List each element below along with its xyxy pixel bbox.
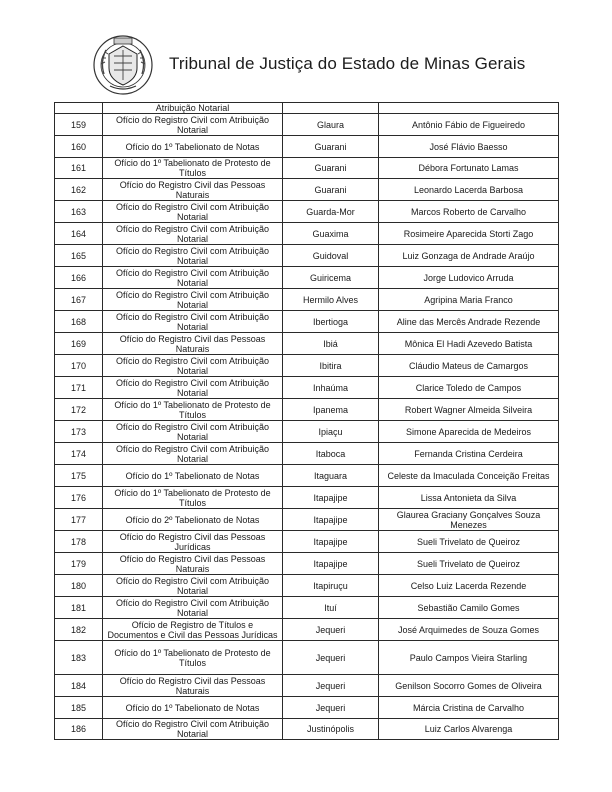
holder-name-cell: Clarice Toledo de Campos: [379, 377, 559, 399]
row-number-cell: 178: [55, 531, 103, 553]
city-cell: Guarani: [283, 179, 379, 201]
table-row: [55, 377, 559, 399]
row-number-cell: [55, 103, 103, 114]
row-number-cell: 181: [55, 597, 103, 619]
row-number-cell: 179: [55, 553, 103, 575]
table-row: [55, 641, 559, 675]
holder-name-cell: Márcia Cristina de Carvalho: [379, 697, 559, 719]
table-row: [55, 575, 559, 597]
holder-name-cell: José Arquimedes de Souza Gomes: [379, 619, 559, 641]
row-number-cell: 172: [55, 399, 103, 421]
row-number-cell: 160: [55, 136, 103, 158]
holder-name-cell: Marcos Roberto de Carvalho: [379, 201, 559, 223]
holder-name-cell: Cláudio Mateus de Camargos: [379, 355, 559, 377]
city-cell: Jequeri: [283, 641, 379, 675]
table-row: [55, 719, 559, 740]
city-cell: Glaura: [283, 114, 379, 136]
table-row: [55, 421, 559, 443]
holder-name-cell: Robert Wagner Almeida Silveira: [379, 399, 559, 421]
city-cell: Guidoval: [283, 245, 379, 267]
office-cell: Ofício do Registro Civil com Atribuição Notarial: [103, 201, 283, 223]
row-number-cell: 186: [55, 719, 103, 740]
holder-name-cell: Luiz Gonzaga de Andrade Araújo: [379, 245, 559, 267]
city-cell: Itaboca: [283, 443, 379, 465]
holder-name-cell: Sebastião Camilo Gomes: [379, 597, 559, 619]
row-number-cell: 175: [55, 465, 103, 487]
city-cell: Guarani: [283, 136, 379, 158]
office-cell: Ofício do Registro Civil com Atribuição Notarial: [103, 597, 283, 619]
table-row: [55, 311, 559, 333]
holder-name-cell: Luiz Carlos Alvarenga: [379, 719, 559, 740]
office-cell: Ofício do 1º Tabelionato de Protesto de Títulos: [103, 487, 283, 509]
row-number-cell: 182: [55, 619, 103, 641]
office-cell: Ofício do Registro Civil com Atribuição Notarial: [103, 575, 283, 597]
table-row: [55, 619, 559, 641]
page-header: [92, 34, 562, 98]
city-cell: Ipiaçu: [283, 421, 379, 443]
holder-name-cell: Paulo Campos Vieira Starling: [379, 641, 559, 675]
office-cell: Ofício do 1º Tabelionato de Notas: [103, 697, 283, 719]
city-cell: Guaxima: [283, 223, 379, 245]
holder-name-cell: Celso Luiz Lacerda Rezende: [379, 575, 559, 597]
holder-name-cell: Lissa Antonieta da Silva: [379, 487, 559, 509]
city-cell: Itapajipe: [283, 531, 379, 553]
table-row: [55, 509, 559, 531]
row-number-cell: 161: [55, 158, 103, 179]
city-cell: Itapajipe: [283, 487, 379, 509]
row-number-cell: 169: [55, 333, 103, 355]
table-row: [55, 333, 559, 355]
office-cell: Ofício do 2º Tabelionato de Notas: [103, 509, 283, 531]
holder-name-cell: Genilson Socorro Gomes de Oliveira: [379, 675, 559, 697]
office-cell: Ofício do Registro Civil das Pessoas Jurídicas: [103, 531, 283, 553]
office-cell: Ofício do Registro Civil com Atribuição Notarial: [103, 114, 283, 136]
table-row: [55, 136, 559, 158]
table-row: [55, 179, 559, 201]
holder-name-cell: Sueli Trivelato de Queiroz: [379, 553, 559, 575]
office-cell: Ofício do Registro Civil com Atribuição Notarial: [103, 223, 283, 245]
office-cell: Ofício do Registro Civil com Atribuição Notarial: [103, 421, 283, 443]
city-cell: Guarani: [283, 158, 379, 179]
row-number-cell: 159: [55, 114, 103, 136]
table-row: [55, 553, 559, 575]
row-number-cell: 173: [55, 421, 103, 443]
table-row: [55, 487, 559, 509]
office-cell: Ofício do Registro Civil com Atribuição Notarial: [103, 719, 283, 740]
row-number-cell: 168: [55, 311, 103, 333]
table-row: [55, 697, 559, 719]
table-row: [55, 114, 559, 136]
table-row: [55, 158, 559, 179]
city-cell: Ibiá: [283, 333, 379, 355]
table-row: [55, 399, 559, 421]
city-cell: Inhaúma: [283, 377, 379, 399]
row-number-cell: 163: [55, 201, 103, 223]
table-row: [55, 465, 559, 487]
city-cell: Ituí: [283, 597, 379, 619]
city-cell: Guarda-Mor: [283, 201, 379, 223]
row-number-cell: 171: [55, 377, 103, 399]
holder-name-cell: Fernanda Cristina Cerdeira: [379, 443, 559, 465]
row-number-cell: 167: [55, 289, 103, 311]
holder-name-cell: Agripina Maria Franco: [379, 289, 559, 311]
row-number-cell: 165: [55, 245, 103, 267]
holder-name-cell: Leonardo Lacerda Barbosa: [379, 179, 559, 201]
city-cell: Itapajipe: [283, 553, 379, 575]
row-number-cell: 180: [55, 575, 103, 597]
table-row: [55, 201, 559, 223]
row-number-cell: 176: [55, 487, 103, 509]
holder-name-cell: Glaurea Graciany Gonçalves Souza Menezes: [379, 509, 559, 531]
office-cell: Ofício do Registro Civil das Pessoas Naturais: [103, 675, 283, 697]
row-number-cell: 177: [55, 509, 103, 531]
office-cell: Ofício do 1º Tabelionato de Protesto de Títulos: [103, 399, 283, 421]
coat-of-arms-seal: [92, 34, 154, 96]
office-cell: Ofício do Registro Civil com Atribuição Notarial: [103, 377, 283, 399]
city-cell: Ibitira: [283, 355, 379, 377]
holder-name-cell: Jorge Ludovico Arruda: [379, 267, 559, 289]
office-cell: Ofício do Registro Civil com Atribuição Notarial: [103, 289, 283, 311]
holder-name-cell: [379, 103, 559, 114]
office-cell: Ofício do 1º Tabelionato de Notas: [103, 136, 283, 158]
holder-name-cell: Aline das Mercês Andrade Rezende: [379, 311, 559, 333]
office-cell: Ofício do Registro Civil das Pessoas Naturais: [103, 333, 283, 355]
table-row: [55, 223, 559, 245]
city-cell: Ipanema: [283, 399, 379, 421]
row-number-cell: 174: [55, 443, 103, 465]
row-number-cell: 185: [55, 697, 103, 719]
table-row: [55, 289, 559, 311]
holder-name-cell: Simone Aparecida de Medeiros: [379, 421, 559, 443]
city-cell: Justinópolis: [283, 719, 379, 740]
row-number-cell: 164: [55, 223, 103, 245]
row-number-cell: 184: [55, 675, 103, 697]
table-row: [55, 531, 559, 553]
holder-name-cell: Mônica El Hadi Azevedo Batista: [379, 333, 559, 355]
city-cell: Jequeri: [283, 697, 379, 719]
holder-name-cell: Antônio Fábio de Figueiredo: [379, 114, 559, 136]
table-row: [55, 675, 559, 697]
table-row: [55, 267, 559, 289]
office-cell: Ofício do 1º Tabelionato de Protesto de Títulos: [103, 158, 283, 179]
holder-name-cell: Rosimeire Aparecida Storti Zago: [379, 223, 559, 245]
page-title: Tribunal de Justiça do Estado de Minas Gerais: [169, 54, 526, 73]
table-row: [55, 103, 559, 114]
city-cell: Itapiruçu: [283, 575, 379, 597]
row-number-cell: 170: [55, 355, 103, 377]
holder-name-cell: Débora Fortunato Lamas: [379, 158, 559, 179]
city-cell: Hermilo Alves: [283, 289, 379, 311]
office-cell: Ofício do Registro Civil das Pessoas Naturais: [103, 553, 283, 575]
city-cell: Itaguara: [283, 465, 379, 487]
office-cell: Ofício do 1º Tabelionato de Protesto de Títulos: [103, 641, 283, 675]
row-number-cell: 183: [55, 641, 103, 675]
city-cell: Ibertioga: [283, 311, 379, 333]
table-row: [55, 245, 559, 267]
city-cell: Jequeri: [283, 675, 379, 697]
row-number-cell: 166: [55, 267, 103, 289]
city-cell: Itapajipe: [283, 509, 379, 531]
office-cell: Ofício do 1º Tabelionato de Notas: [103, 465, 283, 487]
office-cell: Ofício do Registro Civil com Atribuição Notarial: [103, 267, 283, 289]
office-cell: Ofício do Registro Civil com Atribuição Notarial: [103, 355, 283, 377]
holder-name-cell: Sueli Trivelato de Queiroz: [379, 531, 559, 553]
city-cell: Jequeri: [283, 619, 379, 641]
office-cell: Ofício de Registro de Títulos e Documentos e Civil das Pessoas Jurídicas: [103, 619, 283, 641]
registry-table: [54, 102, 559, 740]
holder-name-cell: Celeste da Imaculada Conceição Freitas: [379, 465, 559, 487]
row-number-cell: 162: [55, 179, 103, 201]
office-cell: Ofício do Registro Civil com Atribuição Notarial: [103, 443, 283, 465]
city-cell: [283, 103, 379, 114]
table-row: [55, 443, 559, 465]
office-cell: Ofício do Registro Civil das Pessoas Naturais: [103, 179, 283, 201]
holder-name-cell: José Flávio Baesso: [379, 136, 559, 158]
city-cell: Guiricema: [283, 267, 379, 289]
office-cell: Ofício do Registro Civil com Atribuição Notarial: [103, 245, 283, 267]
table-row: [55, 597, 559, 619]
table-row: [55, 355, 559, 377]
office-cell: Atribuição Notarial: [103, 103, 283, 114]
office-cell: Ofício do Registro Civil com Atribuição Notarial: [103, 311, 283, 333]
